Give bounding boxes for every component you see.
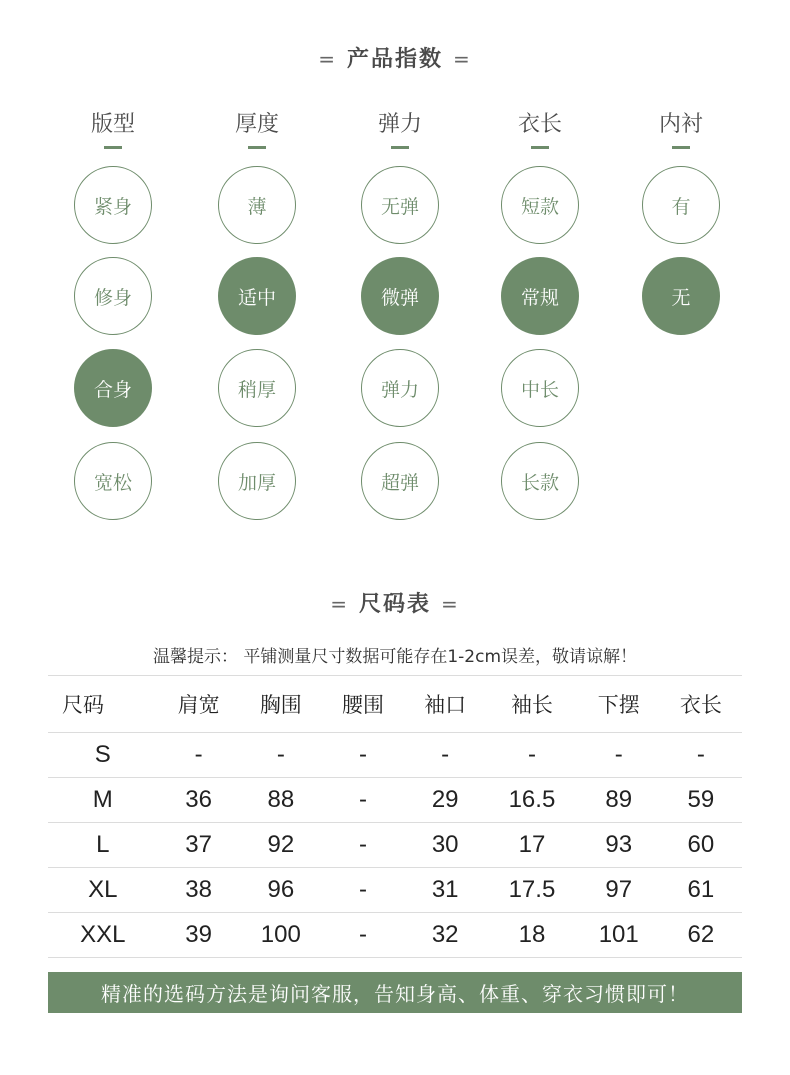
index-title-text: 产品指数 <box>346 47 443 72</box>
measurement-cell: - <box>322 913 404 958</box>
title-eq-left: = <box>330 592 349 616</box>
table-row <box>48 733 742 778</box>
column-header: 袖长 <box>486 676 577 733</box>
title-eq-right: = <box>441 592 460 616</box>
measurement-cell: 96 <box>240 868 322 913</box>
index-option: 稍厚 <box>218 349 296 427</box>
index-column-3 <box>490 110 590 149</box>
measurement-cell: 60 <box>660 823 742 868</box>
measurement-cell: - <box>322 868 404 913</box>
measurement-cell: - <box>404 733 486 778</box>
index-option: 长款 <box>501 442 579 520</box>
measurement-cell: 97 <box>578 868 660 913</box>
size-table-header <box>48 676 742 733</box>
size-label-cell: XL <box>48 868 158 913</box>
index-option: 有 <box>642 166 720 244</box>
index-column-0 <box>63 110 163 149</box>
measurement-cell: 30 <box>404 823 486 868</box>
measurement-cell: 17 <box>486 823 577 868</box>
heading-underline <box>248 146 266 149</box>
index-option: 弹力 <box>361 349 439 427</box>
measurement-cell: 88 <box>240 778 322 823</box>
measurement-cell: 16.5 <box>486 778 577 823</box>
column-header: 衣长 <box>660 676 742 733</box>
size-title-text: 尺码表 <box>358 592 431 617</box>
measurement-cell: 18 <box>486 913 577 958</box>
column-header: 肩宽 <box>158 676 240 733</box>
index-option-selected: 适中 <box>218 257 296 335</box>
measurement-cell: 62 <box>660 913 742 958</box>
size-label-cell: XXL <box>48 913 158 958</box>
measurement-cell: 37 <box>158 823 240 868</box>
measurement-cell: 17.5 <box>486 868 577 913</box>
column-header: 胸围 <box>240 676 322 733</box>
index-column-1 <box>207 110 307 149</box>
column-header: 袖口 <box>404 676 486 733</box>
index-option-selected: 无 <box>642 257 720 335</box>
measurement-cell: 101 <box>578 913 660 958</box>
index-option-selected: 常规 <box>501 257 579 335</box>
index-column-4 <box>631 110 731 149</box>
measurement-cell: 36 <box>158 778 240 823</box>
index-column-heading: 内衬 <box>658 112 703 137</box>
measurement-cell: 100 <box>240 913 322 958</box>
size-label-cell: L <box>48 823 158 868</box>
measurement-cell: 38 <box>158 868 240 913</box>
measurement-cell: 29 <box>404 778 486 823</box>
heading-underline <box>391 146 409 149</box>
size-label-cell: M <box>48 778 158 823</box>
title-eq-left: = <box>318 47 337 71</box>
measurement-cell: 89 <box>578 778 660 823</box>
table-row <box>48 913 742 958</box>
index-option: 超弹 <box>361 442 439 520</box>
index-option: 修身 <box>74 257 152 335</box>
index-column-2 <box>350 110 450 149</box>
measurement-cell: - <box>322 733 404 778</box>
measurement-cell: 93 <box>578 823 660 868</box>
title-eq-right: = <box>453 47 472 71</box>
index-option: 短款 <box>501 166 579 244</box>
measurement-cell: - <box>158 733 240 778</box>
index-option: 宽松 <box>74 442 152 520</box>
index-option-selected: 微弹 <box>361 257 439 335</box>
measurement-cell: - <box>322 778 404 823</box>
index-column-heading: 厚度 <box>234 112 279 137</box>
table-row <box>48 778 742 823</box>
measurement-cell: - <box>578 733 660 778</box>
measurement-cell: 59 <box>660 778 742 823</box>
index-option: 薄 <box>218 166 296 244</box>
index-column-heading: 弹力 <box>377 112 422 137</box>
size-table-body <box>48 733 742 958</box>
column-header: 下摆 <box>578 676 660 733</box>
index-column-heading: 版型 <box>90 112 135 137</box>
table-row <box>48 823 742 868</box>
index-option: 无弹 <box>361 166 439 244</box>
index-option: 中长 <box>501 349 579 427</box>
measurement-cell: 61 <box>660 868 742 913</box>
column-header: 尺码 <box>48 676 158 733</box>
measurement-cell: - <box>240 733 322 778</box>
measurement-cell: - <box>660 733 742 778</box>
measurement-cell: 32 <box>404 913 486 958</box>
heading-underline <box>672 146 690 149</box>
heading-underline <box>104 146 122 149</box>
index-option-selected: 合身 <box>74 349 152 427</box>
size-section-title <box>0 587 790 618</box>
size-label-cell: S <box>48 733 158 778</box>
index-section-title <box>0 42 790 73</box>
measurement-cell: - <box>486 733 577 778</box>
index-column-heading: 衣长 <box>517 112 562 137</box>
measurement-cell: 31 <box>404 868 486 913</box>
measurement-cell: - <box>322 823 404 868</box>
measurement-tip: 温馨提示： 平铺测量尺寸数据可能存在1-2cm误差，敬请谅解！ <box>152 647 638 667</box>
size-advice-banner: 精准的选码方法是询问客服，告知身高、体重、穿衣习惯即可！ <box>48 972 742 1013</box>
index-option: 加厚 <box>218 442 296 520</box>
size-table <box>48 675 742 958</box>
measurement-cell: 39 <box>158 913 240 958</box>
column-header: 腰围 <box>322 676 404 733</box>
table-row <box>48 868 742 913</box>
heading-underline <box>531 146 549 149</box>
index-option: 紧身 <box>74 166 152 244</box>
measurement-cell: 92 <box>240 823 322 868</box>
